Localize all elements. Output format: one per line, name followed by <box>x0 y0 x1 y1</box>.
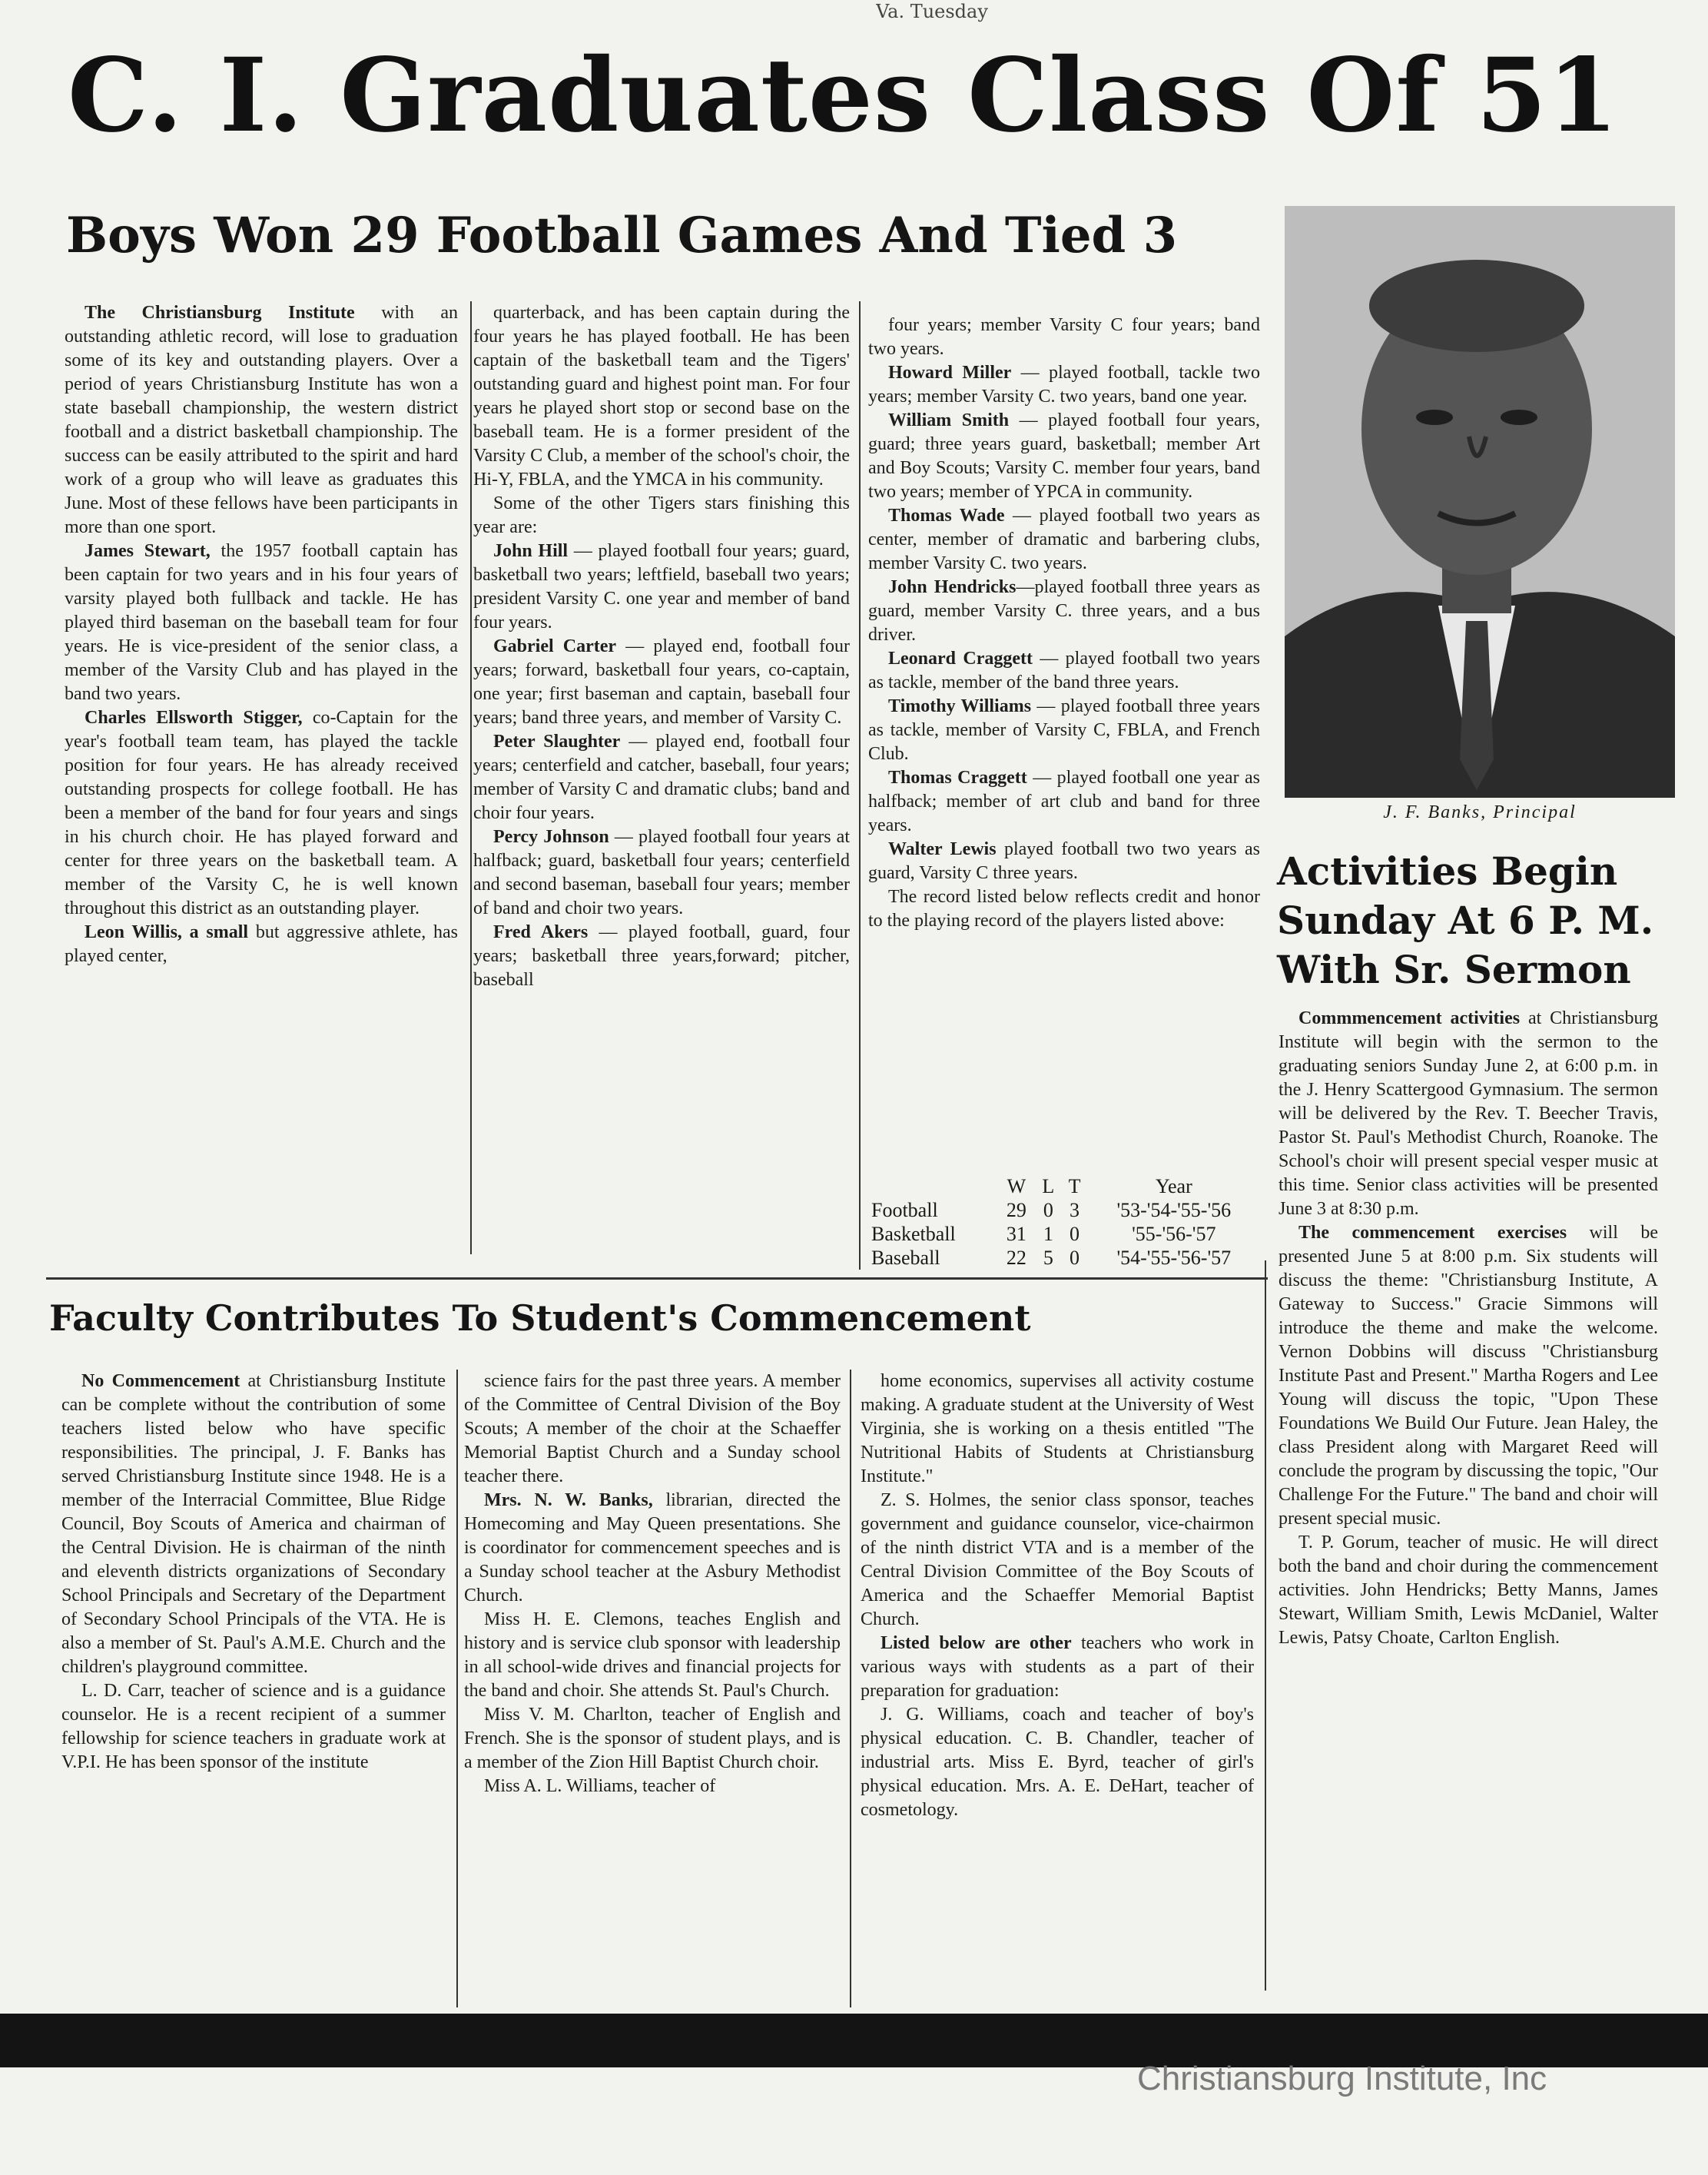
article-paragraph <box>868 695 1260 766</box>
paragraph-text: at Christiansburg Institute can be complete without the contribution of some teachers listed below who have specific responsibilities. The principal, J. F. Banks has served Christiansburg Institute since 1948. He is a member of the Interracial Committee, Blue Ridge Council, Boy Scouts of America and chairman of the Central Division. He is chairman of the ninth and eleventh districts organizations of Secondary School Principals and Secretary of the Department of Secondary School Principals of the VTA. He is also a member of St. Paul's A.M.E. Church and the children's playground committee. <box>61 1371 446 1677</box>
paragraph-text: co-Captain for the year's football team team, has played the tackle position for four years. He has already received outstanding prospects for college football. He has been a member of the band for four years and sings in his church choir. He has played forward and center for three years on the basketball team. A member of the Varsity C, he is well known throughout this district as an outstanding player. <box>65 708 458 918</box>
article-paragraph <box>868 766 1260 838</box>
paragraph-text: — played football, guard, four years; basketball three years,forward; pitcher, baseball <box>473 922 850 990</box>
paragraph-text: Miss A. L. Williams, teacher of <box>484 1776 716 1796</box>
paragraph-text: quarterback, and has been captain during the four years he has played football. He has been captain of the basketball team and the Tigers' outstanding guard and highest point man. For four years he played short stop or second base on the baseball team. He is a former president of the Varsity C Club, a member of the school's choir, the Hi-Y, FBLA, and the YMCA in his community. <box>473 303 850 490</box>
article-paragraph <box>65 301 458 540</box>
table-row <box>868 1198 1260 1222</box>
paragraph-text: — played football three years as tackle, member of Varsity C, FBLA, and French Club. <box>868 696 1260 764</box>
faculty-headline: Faculty Contributes To Student's Commencement <box>49 1297 1031 1339</box>
article-paragraph <box>861 1632 1254 1703</box>
record-cell: Football <box>871 1199 938 1221</box>
record-cell: 3 <box>1070 1199 1080 1221</box>
paragraph-text: — played football four years at halfback; guard, basketball four years; centerfield and second baseman, baseball four years; member of band and choir two years. <box>473 827 850 918</box>
record-cell: 0 <box>1043 1199 1053 1221</box>
main-headline: C. I. Graduates Class Of 51 <box>68 36 1619 155</box>
record-cell: 5 <box>1043 1247 1053 1269</box>
paragraph-text: but aggressive athlete, has played center, <box>65 922 458 966</box>
paragraph-lead: Leonard Craggett <box>888 649 1033 669</box>
activities-column <box>1279 1007 1658 2006</box>
record-cell: 29 <box>1006 1199 1026 1221</box>
photo-caption: J. F. Banks, Principal <box>1383 802 1577 822</box>
paragraph-text: librarian, directed the Homecoming and May Queen presentations. She is coordinator for commencement speeches and is a Sunday school teacher at the Asbury Methodist Church. <box>464 1490 841 1606</box>
paragraph-text: The record listed below reflects credit and honor to the playing record of the players listed above: <box>868 887 1260 931</box>
record-header-cell: Year <box>1155 1175 1192 1197</box>
activities-headline-line: Activities Begin <box>1277 848 1618 894</box>
paragraph-lead: Howard Miller <box>888 363 1012 383</box>
football-column-3 <box>868 314 1260 1173</box>
paragraph-text: — played football one year as halfback; member of art club and band for three years. <box>868 768 1260 835</box>
record-cell: Basketball <box>871 1223 956 1245</box>
faculty-column-1 <box>61 1370 446 2007</box>
record-cell: 1 <box>1043 1223 1053 1245</box>
paragraph-lead: Mrs. N. W. Banks, <box>484 1490 653 1510</box>
activities-headline <box>1277 847 1653 995</box>
faculty-column-2 <box>464 1370 841 2007</box>
record-cell: 0 <box>1070 1247 1080 1269</box>
table-row <box>868 1246 1260 1270</box>
football-headline: Boys Won 29 Football Games And Tied 3 <box>66 207 1178 264</box>
article-paragraph <box>1279 1221 1658 1531</box>
principal-photo <box>1285 206 1675 798</box>
paragraph-lead: John Hendricks <box>888 577 1017 597</box>
paragraph-text: — played end, football four years; centerfield and catcher, baseball, four years; member of Varsity C and dramatic clubs; band and choir four years. <box>473 732 850 823</box>
article-paragraph <box>868 314 1260 361</box>
record-cell: '54-'55-'56-'57 <box>1116 1247 1232 1269</box>
article-paragraph <box>464 1703 841 1775</box>
article-paragraph <box>473 730 850 825</box>
article-paragraph <box>868 409 1260 504</box>
article-paragraph <box>473 825 850 921</box>
paragraph-lead: No Commencement <box>81 1371 240 1391</box>
article-paragraph <box>473 492 850 540</box>
article-paragraph <box>868 647 1260 695</box>
paragraph-text: with an outstanding athletic record, will lose to graduation some of its key and outstanding players. Over a period of years Christiansburg Institute has won a state baseball championship, the western district football and a district basketball championship. The success can be easily attributed to the spirit and hard work of a group who will leave as graduates this June. Most of these fellows have been participants in more than one sport. <box>65 303 458 537</box>
paragraph-text: Some of the other Tigers stars finishing this year are: <box>473 493 850 537</box>
paragraph-text: —played football three years as guard, member Varsity C. three years, and a bus driver. <box>868 577 1260 645</box>
paragraph-text: — played end, football four years; forward, basketball four years, co-captain, one year; first baseman and captain, baseball four years; band three years, and member of Varsity C. <box>473 636 850 728</box>
article-paragraph <box>861 1489 1254 1632</box>
paragraph-lead: Leon Willis, a small <box>85 922 249 942</box>
article-paragraph <box>1279 1531 1658 1650</box>
article-paragraph <box>61 1679 446 1775</box>
article-paragraph <box>464 1608 841 1703</box>
article-paragraph <box>868 838 1260 885</box>
article-paragraph <box>464 1775 841 1798</box>
article-paragraph <box>868 361 1260 409</box>
paragraph-lead: Peter Slaughter <box>493 732 621 752</box>
record-cell: Baseball <box>871 1247 940 1269</box>
record-header-cell: W <box>1007 1175 1026 1197</box>
paragraph-text: — played football two years as tackle, member of the band three years. <box>868 649 1260 692</box>
paragraph-lead: The commencement exercises <box>1298 1223 1567 1243</box>
paragraph-text: T. P. Gorum, teacher of music. He will direct both the band and choir during the commencement activities. John Hendricks; Betty Manns, James Stewart, William Smith, Lewis McDaniel, Walter Lewis, Patsy Choate, Carlton English. <box>1279 1532 1658 1648</box>
faculty-column-3 <box>861 1370 1254 2007</box>
article-paragraph <box>868 885 1260 933</box>
football-column-1 <box>65 301 458 1254</box>
column-rule <box>456 1370 458 2007</box>
record-cell: '55-'56-'57 <box>1132 1223 1216 1245</box>
article-paragraph <box>1279 1007 1658 1221</box>
paragraph-text: Miss V. M. Charlton, teacher of English and French. She is the sponsor of student plays, and is a member of the Zion Hill Baptist Church choir. <box>464 1705 841 1772</box>
article-paragraph <box>473 540 850 635</box>
column-rule <box>1265 1260 1266 1991</box>
article-paragraph <box>65 921 458 968</box>
watermark: Christiansburg Institute, Inc <box>1137 2060 1547 2097</box>
paragraph-text: science fairs for the past three years. A member of the Committee of Central Division of the Boy Scouts; A member of the choir at the Schaeffer Memorial Baptist Church and a Sunday school teacher there. <box>464 1371 841 1486</box>
activities-headline-line: With Sr. Sermon <box>1277 947 1631 992</box>
masthead-fragment: Va. Tuesday <box>876 1 988 22</box>
paragraph-lead: James Stewart, <box>85 541 211 561</box>
paragraph-lead: Percy Johnson <box>493 827 609 847</box>
record-header-cell: T <box>1068 1175 1081 1197</box>
paragraph-text: L. D. Carr, teacher of science and is a guidance counselor. He is a recent recipient of a summer fellowship for science teachers in graduate work at V.P.I. He has been sponsor of the institute <box>61 1681 446 1772</box>
article-paragraph <box>861 1703 1254 1822</box>
paragraph-text: four years; member Varsity C four years; band two years. <box>868 315 1260 359</box>
table-row <box>868 1222 1260 1246</box>
paragraph-text: — played football two years as center, member of dramatic and barbering clubs, member Varsity C. two years. <box>868 506 1260 573</box>
record-cell: '53-'54-'55-'56 <box>1116 1199 1232 1221</box>
paragraph-lead: Listed below are other <box>881 1633 1072 1653</box>
paragraph-text: played football two two years as guard, Varsity C three years. <box>868 839 1260 883</box>
paragraph-lead: John Hill <box>493 541 569 561</box>
record-cell: 0 <box>1070 1223 1080 1245</box>
paragraph-lead: Walter Lewis <box>888 839 997 859</box>
paragraph-lead: Thomas Wade <box>888 506 1005 526</box>
activities-headline-line: Sunday At 6 P. M. <box>1277 898 1654 943</box>
article-paragraph <box>473 635 850 730</box>
record-table-header <box>868 1174 1260 1198</box>
article-paragraph <box>61 1370 446 1679</box>
record-cell: 31 <box>1006 1223 1026 1245</box>
record-header-cell <box>868 1174 998 1198</box>
paragraph-lead: The Christiansburg Institute <box>85 303 355 323</box>
paragraph-text: Miss H. E. Clemons, teaches English and history and is service club sponsor with leadership in all school-wide drives and financial projects for the band and choir. She attends St. Paul's Church. <box>464 1609 841 1701</box>
record-cell: 22 <box>1006 1247 1026 1269</box>
article-paragraph <box>861 1370 1254 1489</box>
record-header-cell: L <box>1042 1175 1055 1197</box>
paragraph-text: — played football, tackle two years; member Varsity C. two years, band one year. <box>868 363 1260 407</box>
paragraph-lead: Fred Akers <box>493 922 589 942</box>
paragraph-lead: Timothy Williams <box>888 696 1032 716</box>
article-paragraph <box>65 706 458 921</box>
paragraph-text: teachers who work in various ways with students as a part of their preparation for graduation: <box>861 1633 1254 1701</box>
article-paragraph <box>868 576 1260 647</box>
record-table <box>868 1174 1260 1270</box>
article-paragraph <box>464 1370 841 1489</box>
portrait-illustration <box>1285 206 1675 798</box>
column-rule <box>470 301 472 1254</box>
article-paragraph <box>464 1489 841 1608</box>
paragraph-lead: Charles Ellsworth Stigger, <box>85 708 303 728</box>
article-paragraph <box>473 301 850 492</box>
paragraph-text: — played football four years; guard, basketball two years; leftfield, baseball two years; president Varsity C. one year and member of band four years. <box>473 541 850 633</box>
paragraph-text: home economics, supervises all activity costume making. A graduate student at the University of West Virginia, she is working on a thesis entitled "The Nutritional Habits of Students at Christiansburg Institute." <box>861 1371 1254 1486</box>
paragraph-lead: William Smith <box>888 410 1010 430</box>
paragraph-lead: Commmencement activities <box>1298 1008 1521 1028</box>
article-paragraph <box>868 504 1260 576</box>
paragraph-text: — played football four years, guard; three years guard, basketball; member Art and Boy Scouts; Varsity C. member four years, band two years; member of YPCA in community. <box>868 410 1260 502</box>
paragraph-lead: Gabriel Carter <box>493 636 617 656</box>
paragraph-text: the 1957 football captain has been captain for two years and in his four years of varsity played both fullback and tackle. He has played third baseman on the baseball team for four years. He is vice-president of the senior class, a member of the Varsity Club and has played in the band two years. <box>65 541 458 704</box>
column-rule <box>859 301 861 1270</box>
article-paragraph <box>473 921 850 992</box>
paragraph-lead: Thomas Craggett <box>888 768 1027 788</box>
paragraph-text: will be presented June 5 at 8:00 p.m. Six students will discuss the theme: "Christiansburg Institute, A Gateway to Success." Gracie Simmons will introduce the theme and make the welcome. Vernon Dobbins will discuss "Christiansburg Institute Past and Present." Martha Rogers and Lee Young will discuss the topic, "Upon These Foundations We Build Our Future. Jean Haley, the class President along with Margaret Reed will conclude the program by discussing the topic, "Our Challenge For the Future." The band and choir will present special music. <box>1279 1223 1658 1529</box>
paragraph-text: Z. S. Holmes, the senior class sponsor, teaches government and guidance counselor, vice-chairmon of the ninth district VTA and is a member of the Central Division Committee of the Boy Scouts of America and the Schaeffer Memorial Baptist Church. <box>861 1490 1254 1629</box>
football-column-2 <box>473 301 850 1270</box>
section-rule <box>46 1277 1268 1280</box>
paragraph-text: J. G. Williams, coach and teacher of boy's physical education. C. B. Chandler, teacher of industrial arts. Miss E. Byrd, teacher of girl's physical education. Mrs. A. E. DeHart, teacher of cosmetology. <box>861 1705 1254 1820</box>
paragraph-text: at Christiansburg Institute will begin with the sermon to the graduating seniors Sunday June 2, at 6:00 p.m. in the J. Henry Scattergood Gymnasium. The sermon will be delivered by the Rev. T. Beecher Travis, Pastor St. Paul's Methodist Church, Roanoke. The School's choir will present special vesper music at this time. Senior class activities will be presented June 3 at 8:30 p.m. <box>1279 1008 1658 1219</box>
column-rule <box>850 1370 851 2007</box>
article-paragraph <box>65 540 458 706</box>
